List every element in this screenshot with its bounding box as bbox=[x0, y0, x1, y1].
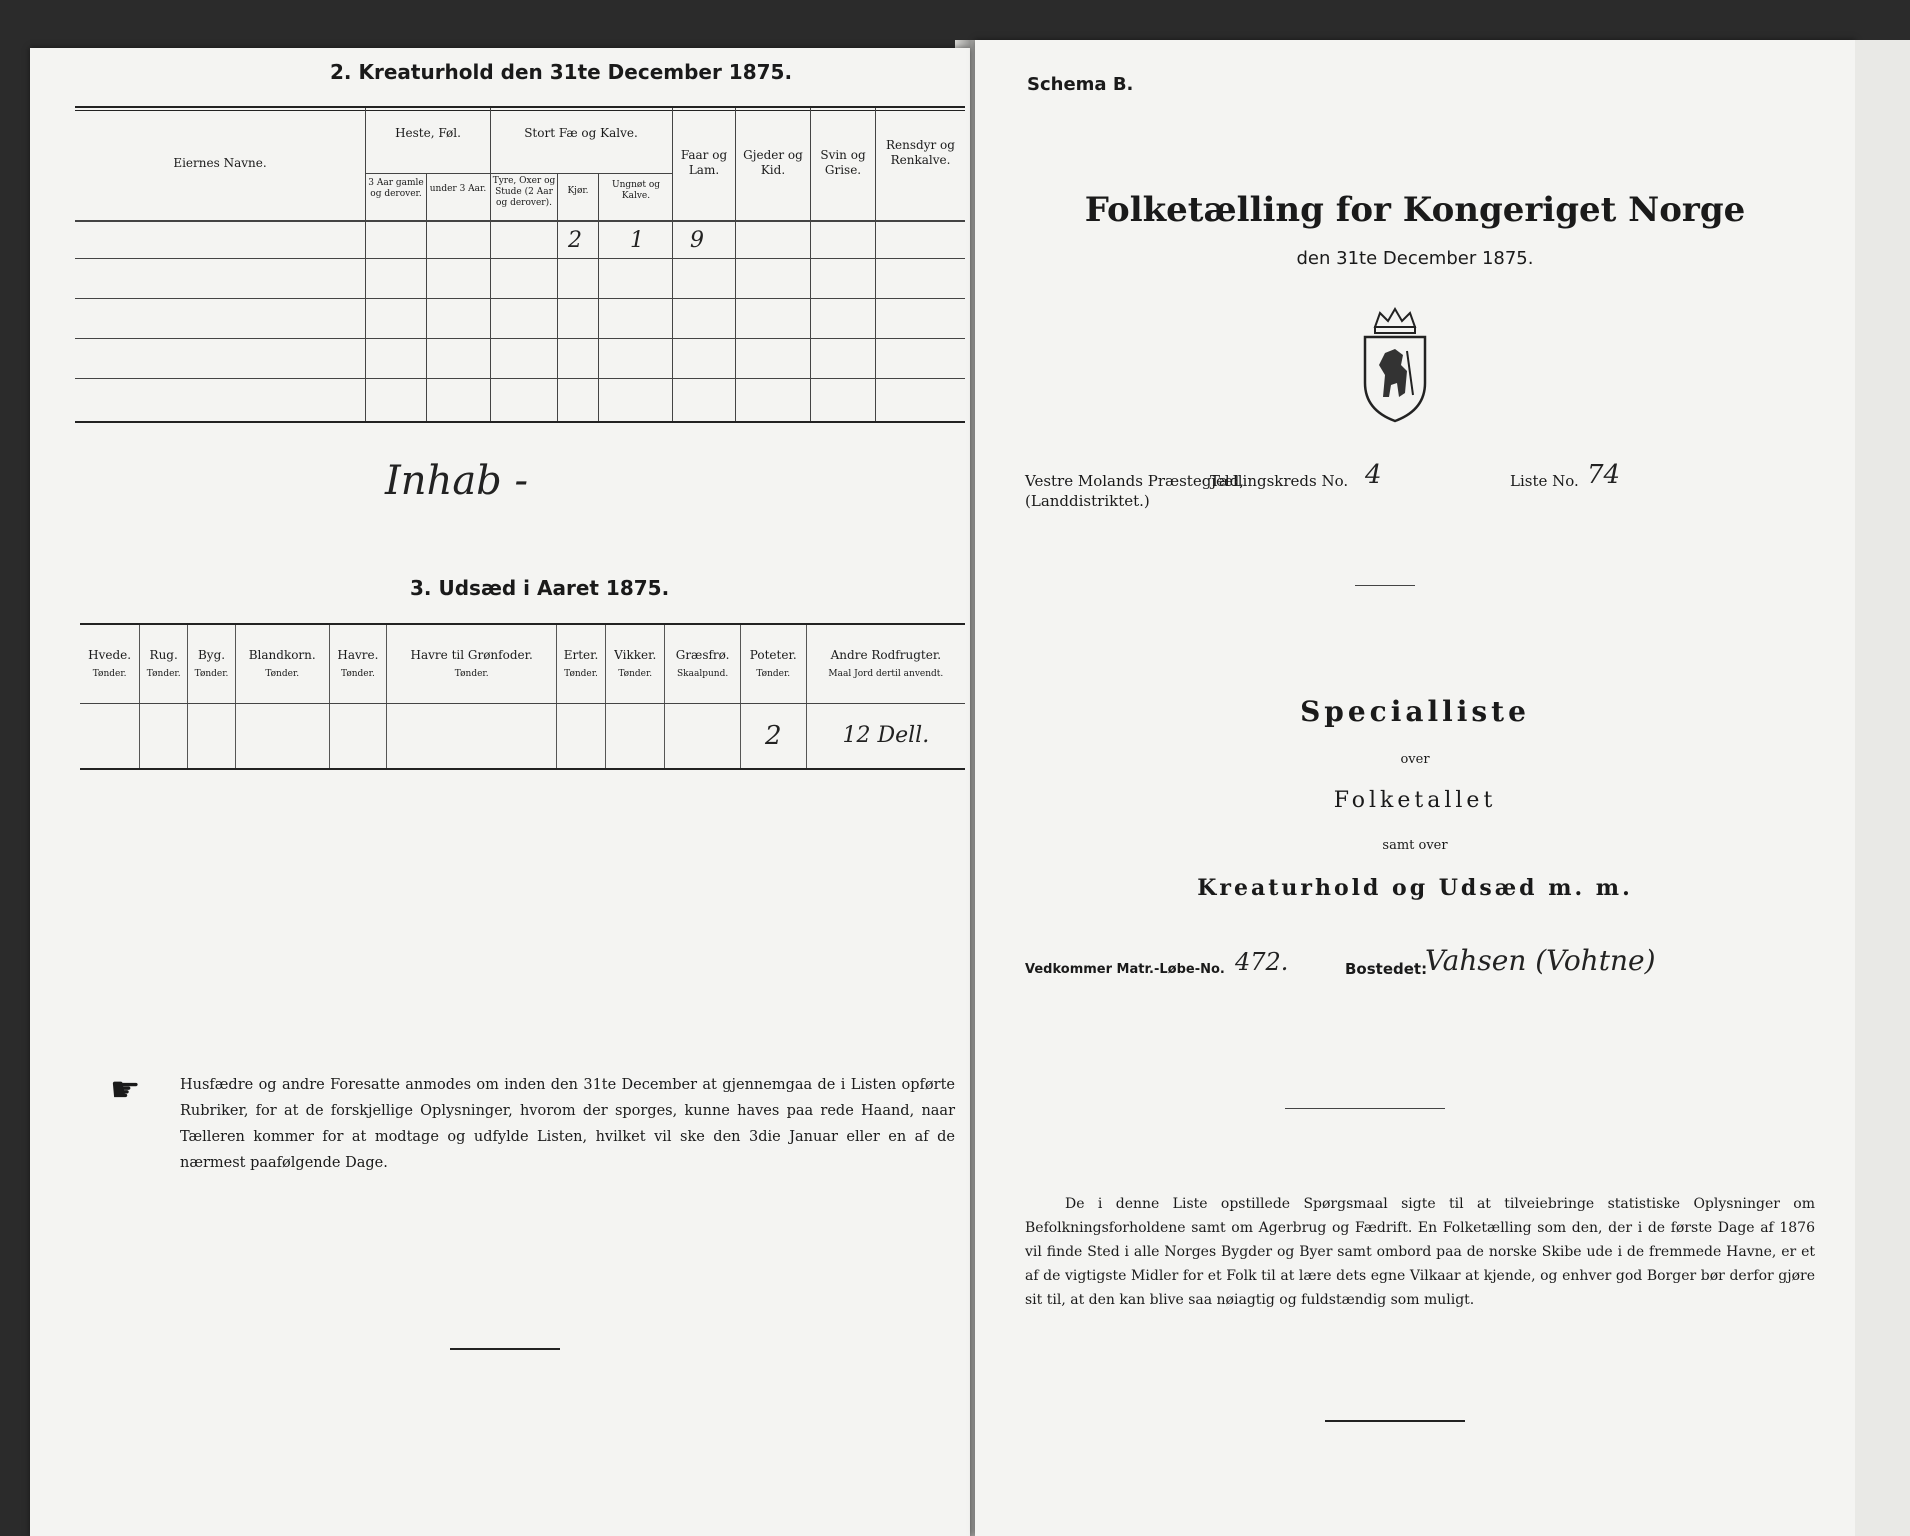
seed-col-unit: Tønder. bbox=[564, 669, 598, 679]
matr-label: Vedkommer Matr.-Løbe-No. bbox=[1025, 962, 1225, 977]
row-line bbox=[75, 258, 965, 259]
pointing-hand-icon: ☛ bbox=[110, 1070, 141, 1110]
seed-col-name: Græsfrø. bbox=[675, 648, 730, 662]
bosted-value: Vahsen (Vohtne) bbox=[1425, 944, 1656, 977]
seed-col-unit: Tønder. bbox=[265, 669, 300, 679]
col-line bbox=[490, 108, 491, 423]
header-cattle: Stort Fæ og Kalve. bbox=[524, 126, 638, 140]
rule bbox=[75, 421, 965, 423]
rule bbox=[75, 220, 965, 222]
seed-cell bbox=[188, 703, 236, 768]
seed-cell bbox=[557, 703, 606, 768]
entry-potatoes: 2 bbox=[764, 720, 782, 751]
notice-text: Husfædre og andre Foresatte anmodes om inden den 31te December at gjennemgaa de i Listen opførte Rubriker, for at de forskjellige Oplysninger, hvorom der sporges, kunne haves paa rede Haand, naar Tælleren kommer for at modtage og udfylde Listen, hvilket vil ske den 3die Januar eller en af de nærmest paafølgende Dage. bbox=[180, 1077, 955, 1171]
seed-col-name: Blandkorn. bbox=[248, 648, 316, 662]
seed-col-unit: Tønder. bbox=[756, 669, 791, 679]
header-oxen: Tyre, Oxer og Stude (2 Aar og derover). bbox=[492, 176, 556, 208]
header-horse: Heste, Føl. bbox=[395, 126, 461, 140]
date-line: den 31te December 1875. bbox=[1296, 248, 1534, 269]
seed-col-name: Andre Rodfrugter. bbox=[830, 648, 942, 662]
rule bbox=[450, 1348, 560, 1350]
specialliste-title: Specialliste bbox=[1300, 695, 1530, 728]
seed-cell bbox=[606, 703, 665, 768]
seed-col-header bbox=[740, 625, 806, 703]
seed-col-name: Hvede. bbox=[88, 648, 132, 662]
row-line bbox=[75, 338, 965, 339]
seed-cell bbox=[665, 703, 740, 768]
row-line bbox=[75, 298, 965, 299]
seed-col-name: Rug. bbox=[149, 648, 178, 662]
rule bbox=[1285, 1108, 1445, 1109]
over-text: over bbox=[1400, 752, 1430, 767]
seed-col-name: Byg. bbox=[197, 648, 226, 662]
liste-label: Liste No. bbox=[1510, 472, 1579, 490]
seed-cell bbox=[140, 703, 188, 768]
rule bbox=[75, 110, 965, 111]
schema-label: Schema B. bbox=[1027, 74, 1134, 95]
seed-col-header bbox=[606, 625, 665, 703]
rule bbox=[366, 173, 490, 174]
seed-col-header bbox=[140, 625, 188, 703]
samt-over: samt over bbox=[1382, 838, 1448, 853]
seed-col-header bbox=[188, 625, 236, 703]
seed-cell bbox=[235, 703, 329, 768]
seed-col-header bbox=[806, 625, 965, 703]
rule bbox=[491, 173, 672, 174]
seed-cell bbox=[387, 703, 557, 768]
right-page bbox=[975, 40, 1855, 1536]
liste-value: 74 bbox=[1587, 460, 1621, 490]
kreds-value: 4 bbox=[1365, 460, 1382, 490]
seed-col-unit: Tønder. bbox=[92, 669, 127, 679]
seed-col-header bbox=[235, 625, 329, 703]
rule bbox=[1355, 585, 1415, 586]
rule bbox=[80, 768, 965, 770]
matr-value: 472. bbox=[1235, 948, 1289, 976]
section2-title: 2. Kreaturhold den 31te December 1875. bbox=[330, 60, 793, 84]
seed-cell bbox=[740, 703, 806, 768]
seed-col-name: Havre. bbox=[337, 648, 379, 662]
header-young-cattle: Ungnøt og Kalve. bbox=[611, 180, 660, 201]
seed-col-name: Vikker. bbox=[614, 648, 657, 662]
seed-col-unit: Tønder. bbox=[454, 669, 489, 679]
header-horse-old: 3 Aar gamle og derover. bbox=[368, 178, 424, 199]
coat-of-arms-icon bbox=[1355, 305, 1435, 425]
seed-col-unit: Tønder. bbox=[194, 669, 229, 679]
col-line bbox=[365, 108, 366, 423]
explanation-paragraph: De i denne Liste opstillede Spørgsmaal sigte til at tilveiebringe statistiske Oplysninger om Befolkningsforholdene samt om Agerbrug og Fædrift. En Folketælling som den, der i de første Dage af 1876 vil finde Sted i alle Norges Bygder og Byer samt ombord paa de norske Skibe ude i de fremmede Havne, er et af de vigtigste Midler for et Folk til at lære dets egne Vilkaar at kjende, og enhver god Borger bør derfor gjøre sit til, at den kan blive saa nøiagtig og fuldstændig som muligt. bbox=[1025, 1196, 1815, 1308]
seed-col-name: Erter. bbox=[563, 648, 599, 662]
seed-col-name: Havre til Grønfoder. bbox=[410, 648, 533, 662]
seed-col-header bbox=[557, 625, 606, 703]
entry-cows: 2 bbox=[568, 228, 582, 253]
rule bbox=[75, 106, 965, 108]
district-label: (Landdistriktet.) bbox=[1025, 492, 1150, 510]
main-title: Folketælling for Kongeriget Norge bbox=[1084, 190, 1746, 230]
seed-col-header bbox=[387, 625, 557, 703]
seed-cell bbox=[80, 703, 140, 768]
section3-title: 3. Udsæd i Aaret 1875. bbox=[410, 576, 670, 600]
entry-sheep: 9 bbox=[690, 228, 704, 253]
seed-col-name: Poteter. bbox=[749, 648, 797, 662]
handwritten-note: Inhab - bbox=[385, 458, 529, 504]
folketallet: Folketallet bbox=[1333, 788, 1497, 813]
rule bbox=[1325, 1420, 1465, 1422]
seed-cell bbox=[806, 703, 965, 768]
seed-col-unit: Skaalpund. bbox=[677, 669, 729, 679]
row-line bbox=[75, 378, 965, 379]
seed-table bbox=[80, 625, 965, 768]
rule bbox=[80, 703, 965, 704]
entry-roots: 12 Dell. bbox=[842, 723, 930, 748]
left-page bbox=[30, 48, 970, 1536]
header-reindeer: Rensdyr og Renkalve. bbox=[886, 138, 955, 167]
parish-label: Vestre Molands Præstegjeld, bbox=[1025, 472, 1244, 490]
kreaturhold-title: Kreaturhold og Udsæd m. m. bbox=[1197, 875, 1633, 901]
seed-col-header bbox=[80, 625, 140, 703]
header-goats: Gjeder og Kid. bbox=[743, 148, 803, 177]
seed-col-unit: Maal Jord dertil anvendt. bbox=[828, 669, 944, 679]
bosted-label: Bostedet: bbox=[1345, 960, 1428, 978]
header-owner: Eiernes Navne. bbox=[173, 156, 267, 170]
kreds-label: Tællingskreds No. bbox=[1210, 472, 1349, 490]
seed-col-unit: Tønder. bbox=[618, 669, 653, 679]
header-sheep: Faar og Lam. bbox=[680, 148, 728, 177]
seed-col-header bbox=[665, 625, 740, 703]
header-cows: Kjør. bbox=[567, 186, 589, 196]
next-page-edge bbox=[1855, 40, 1910, 1536]
seed-cell bbox=[329, 703, 387, 768]
header-pigs: Svin og Grise. bbox=[820, 148, 866, 177]
header-horse-young: under 3 Aar. bbox=[429, 184, 487, 194]
seed-col-unit: Tønder. bbox=[341, 669, 375, 679]
entry-young: 1 bbox=[630, 228, 644, 253]
seed-col-header bbox=[329, 625, 387, 703]
seed-col-unit: Tønder. bbox=[146, 669, 181, 679]
